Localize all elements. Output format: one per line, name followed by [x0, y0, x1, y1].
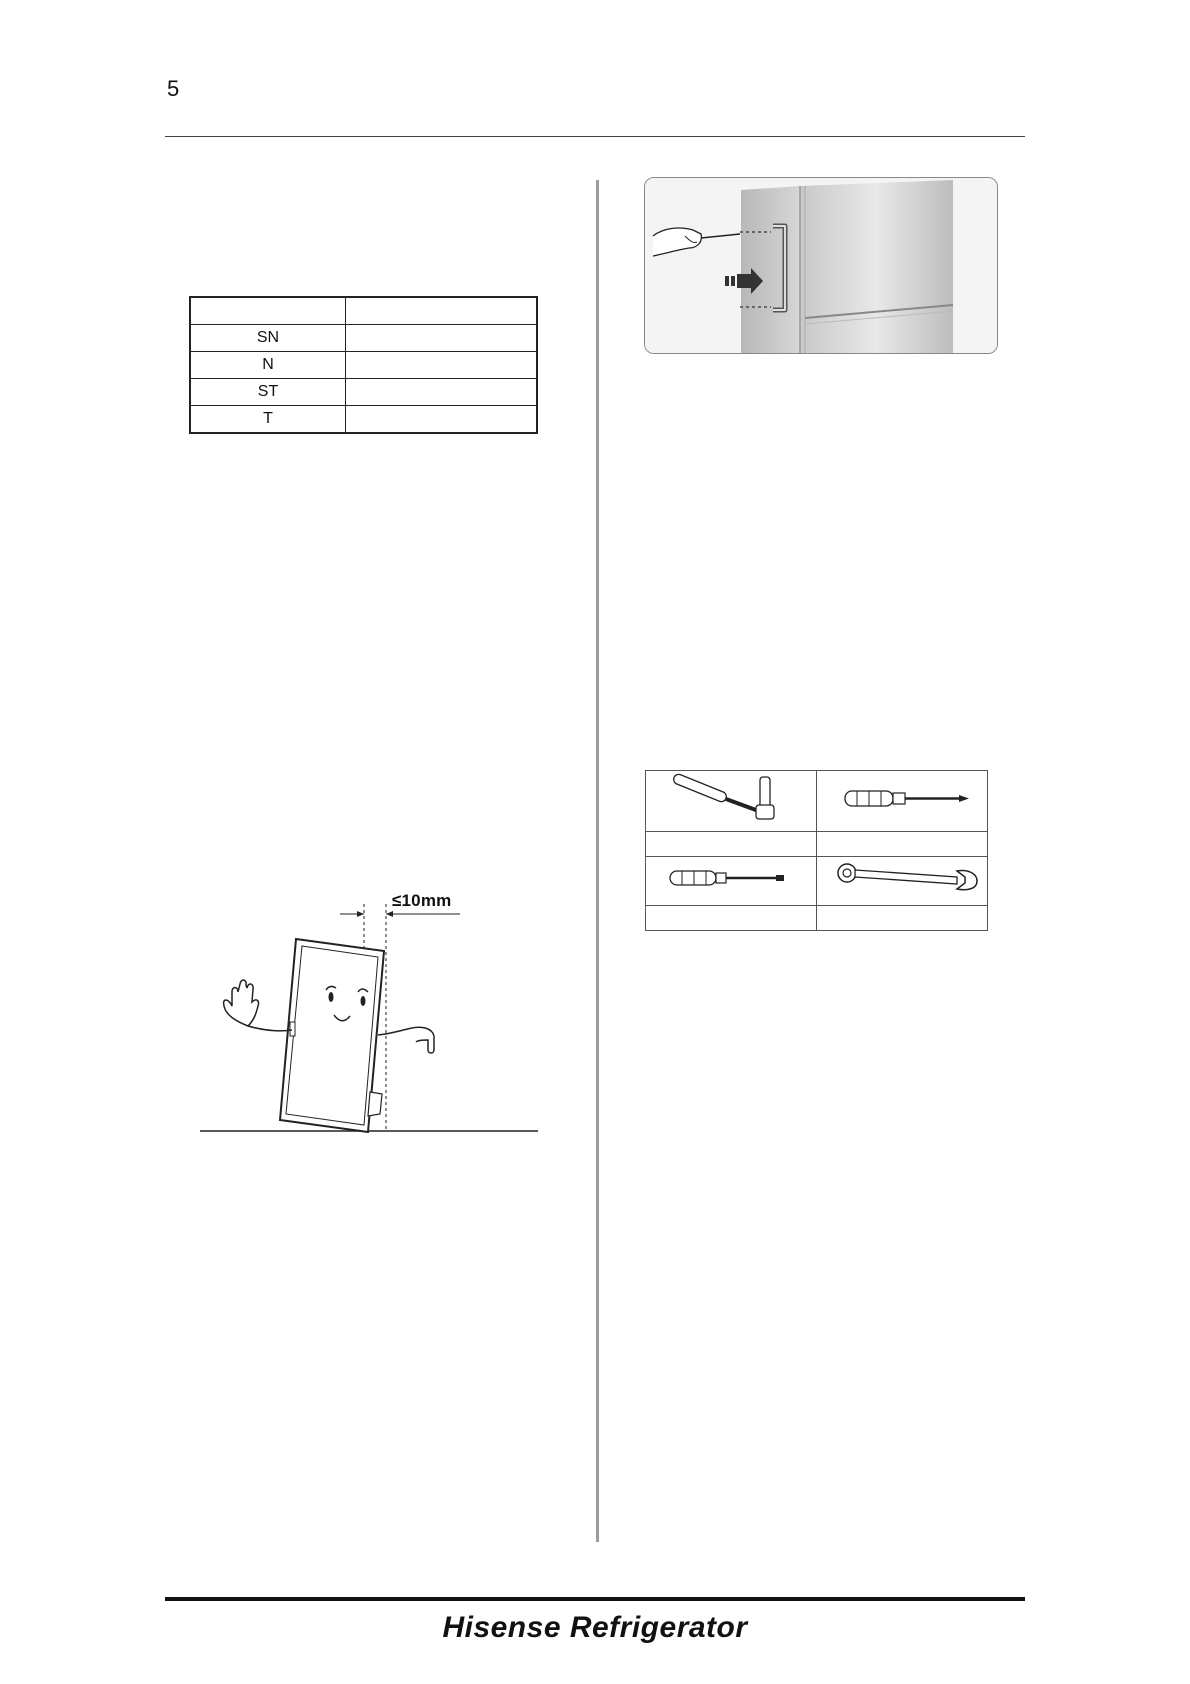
- tools-table: [645, 770, 988, 931]
- tool-caption: [817, 906, 988, 931]
- combination-wrench-cell: [817, 857, 988, 906]
- table-row: [646, 832, 988, 857]
- table-row: [646, 857, 988, 906]
- table-cell: SN: [190, 325, 346, 352]
- table-cell: [190, 297, 346, 325]
- fridge-tilt-figure: [200, 880, 550, 1142]
- handle-installation-illustration: [645, 178, 997, 353]
- table-cell: N: [190, 352, 346, 379]
- phillips-screwdriver-cell: [817, 771, 988, 832]
- page-number: 5: [167, 76, 180, 101]
- table-cell: [346, 297, 538, 325]
- fridge-tilt-illustration: [200, 880, 550, 1142]
- column-divider: [596, 180, 599, 1542]
- socket-wrench-icon: [646, 771, 816, 826]
- combination-wrench-icon: [817, 857, 987, 900]
- climate-class-table: [189, 296, 538, 434]
- table-cell: ST: [190, 379, 346, 406]
- socket-wrench-cell: [646, 771, 817, 832]
- footer-rule: [165, 1597, 1025, 1601]
- table-cell: T: [190, 406, 346, 434]
- tilt-gap-label: ≤10mm: [392, 891, 452, 910]
- table-row: [646, 906, 988, 931]
- table-row: [190, 352, 537, 379]
- table-row: [190, 406, 537, 434]
- table-cell: [346, 406, 538, 434]
- tool-caption: [646, 906, 817, 931]
- tool-caption: [817, 832, 988, 857]
- phillips-screwdriver-icon: [817, 771, 987, 826]
- flat-screwdriver-cell: [646, 857, 817, 906]
- table-row: [646, 771, 988, 832]
- table-cell: [346, 352, 538, 379]
- header-rule: [165, 136, 1025, 137]
- tool-caption: [646, 832, 817, 857]
- brand-footer: Hisense Refrigerator: [442, 1611, 748, 1644]
- table-cell: [346, 379, 538, 406]
- flat-screwdriver-icon: [646, 857, 816, 900]
- table-row: [190, 325, 537, 352]
- table-cell: [346, 325, 538, 352]
- table-row: [190, 297, 537, 325]
- handle-installation-figure: [644, 177, 998, 354]
- table-row: [190, 379, 537, 406]
